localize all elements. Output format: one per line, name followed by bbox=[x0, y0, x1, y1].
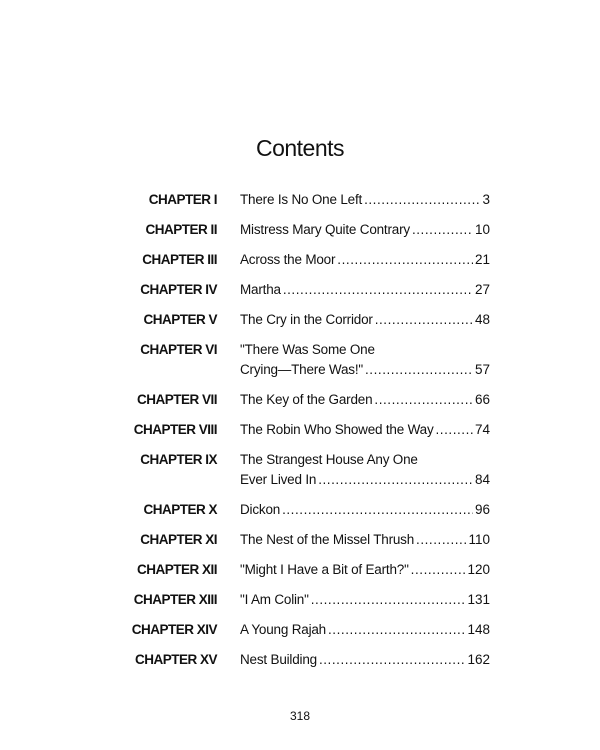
chapter-title: The Key of the Garden bbox=[240, 392, 373, 407]
chapter-entry bbox=[240, 340, 490, 380]
chapter-page-number: 3 bbox=[482, 192, 490, 207]
page-title: Contents bbox=[255, 135, 345, 161]
chapter-title: "I Am Colin" bbox=[240, 592, 309, 607]
dot-leader bbox=[283, 280, 473, 300]
chapter-title: Dickon bbox=[240, 502, 281, 517]
chapter-title: A Young Rajah bbox=[240, 622, 326, 637]
chapter-title: Ever Lived In bbox=[240, 472, 317, 487]
chapter-page-number: 110 bbox=[468, 532, 490, 547]
chapter-title: Mistress Mary Quite Contrary bbox=[240, 222, 410, 237]
dot-leader bbox=[374, 390, 473, 410]
chapter-label: CHAPTER XIII bbox=[133, 592, 217, 607]
chapter-page-number: 27 bbox=[474, 282, 490, 297]
chapter-label: CHAPTER I bbox=[148, 192, 217, 207]
chapter-page-number: 148 bbox=[467, 622, 490, 637]
chapter-title: "There Was Some One bbox=[240, 342, 375, 357]
chapter-entry bbox=[240, 450, 490, 490]
chapter-label: CHAPTER VI bbox=[140, 342, 217, 357]
page-number: 318 bbox=[289, 709, 311, 723]
chapter-page-number: 84 bbox=[474, 472, 490, 487]
chapter-title: Martha bbox=[240, 282, 281, 297]
dot-leader bbox=[311, 590, 466, 610]
chapter-title: The Strangest House Any One bbox=[240, 452, 418, 467]
dot-leader bbox=[411, 560, 466, 580]
chapter-entry bbox=[240, 310, 490, 330]
dot-leader bbox=[375, 310, 473, 330]
chapter-title: "Might I Have a Bit of Earth?" bbox=[240, 562, 409, 577]
chapter-label: CHAPTER V bbox=[143, 312, 217, 327]
chapter-page-number: 10 bbox=[474, 222, 490, 237]
dot-leader bbox=[365, 360, 473, 380]
chapter-title: The Robin Who Showed the Way bbox=[240, 422, 434, 437]
chapter-entry bbox=[240, 560, 490, 580]
chapter-label: CHAPTER XV bbox=[134, 652, 217, 667]
chapter-page-number: 120 bbox=[467, 562, 490, 577]
dot-leader bbox=[282, 500, 473, 520]
chapter-label: CHAPTER XI bbox=[140, 532, 217, 547]
chapter-title: Crying—There Was!" bbox=[240, 362, 363, 377]
chapter-title: Across the Moor bbox=[240, 252, 336, 267]
chapter-label: CHAPTER X bbox=[143, 502, 217, 517]
chapter-entry bbox=[240, 500, 490, 520]
dot-leader bbox=[328, 620, 465, 640]
chapter-label: CHAPTER III bbox=[142, 252, 217, 267]
chapter-entry bbox=[240, 650, 490, 670]
chapter-page-number: 21 bbox=[474, 252, 490, 267]
dot-leader bbox=[318, 470, 473, 490]
dot-leader bbox=[337, 250, 473, 270]
chapter-label: CHAPTER VIII bbox=[133, 422, 217, 437]
chapter-title: Nest Building bbox=[240, 652, 317, 667]
chapter-label: CHAPTER IV bbox=[140, 282, 217, 297]
dot-leader bbox=[364, 190, 480, 210]
chapter-entry bbox=[240, 530, 490, 550]
chapter-entry bbox=[240, 390, 490, 410]
chapter-page-number: 48 bbox=[474, 312, 490, 327]
chapter-entry bbox=[240, 250, 490, 270]
chapter-page-number: 74 bbox=[474, 422, 490, 437]
chapter-title: There Is No One Left bbox=[240, 192, 363, 207]
chapter-entry bbox=[240, 420, 490, 440]
chapter-page-number: 57 bbox=[474, 362, 490, 377]
dot-leader bbox=[412, 220, 473, 240]
chapter-label: CHAPTER XII bbox=[136, 562, 217, 577]
dot-leader bbox=[319, 650, 466, 670]
chapter-page-number: 96 bbox=[474, 502, 490, 517]
chapter-label: CHAPTER II bbox=[145, 222, 217, 237]
chapter-entry bbox=[240, 280, 490, 300]
chapter-page-number: 162 bbox=[467, 652, 490, 667]
chapter-title: The Cry in the Corridor bbox=[240, 312, 373, 327]
chapter-page-number: 66 bbox=[474, 392, 490, 407]
chapter-entry bbox=[240, 620, 490, 640]
dot-leader bbox=[416, 530, 466, 550]
chapter-entry bbox=[240, 590, 490, 610]
chapter-title: The Nest of the Missel Thrush bbox=[240, 532, 415, 547]
dot-leader bbox=[436, 420, 473, 440]
chapter-page-number: 131 bbox=[467, 592, 490, 607]
chapter-label: CHAPTER XIV bbox=[131, 622, 217, 637]
chapter-label: CHAPTER VII bbox=[136, 392, 217, 407]
chapter-entry bbox=[240, 190, 490, 210]
chapter-label: CHAPTER IX bbox=[140, 452, 217, 467]
chapter-entry bbox=[240, 220, 490, 240]
